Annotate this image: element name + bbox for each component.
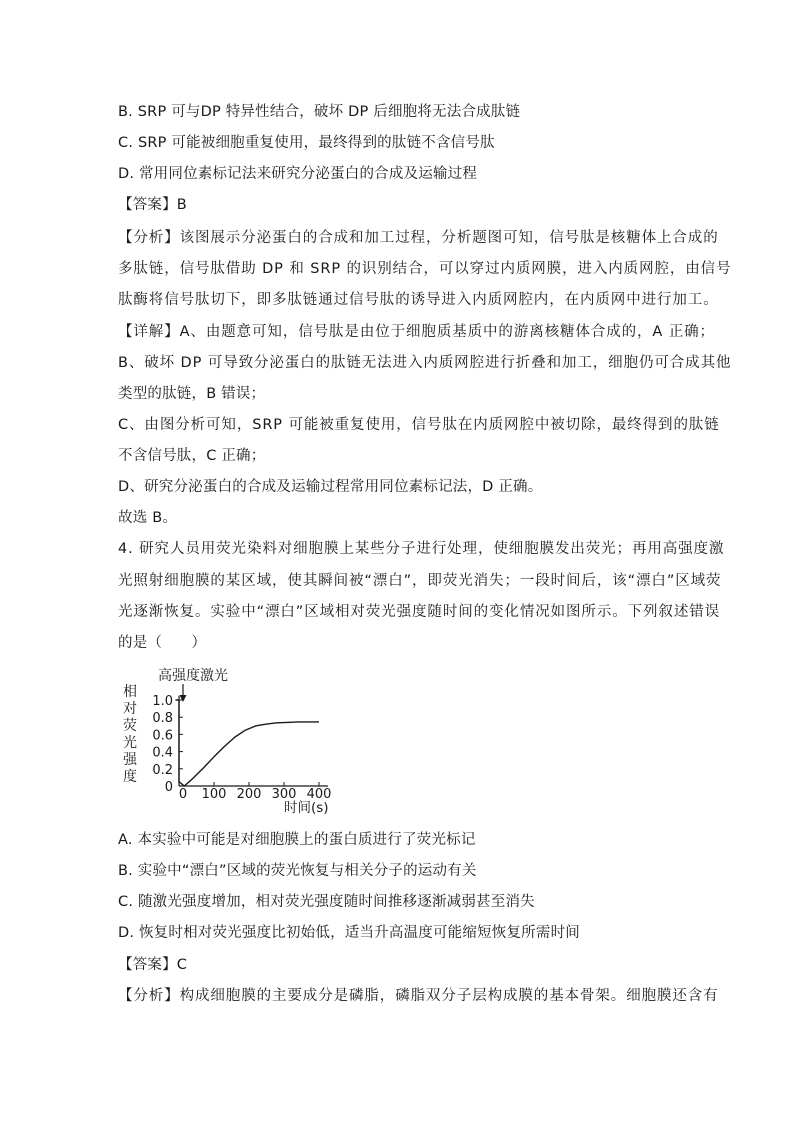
detail-line-4: C、由图分析可知，SRP 可能被重复使用，信号肽在内质网腔中被切除，最终得到的肽链 [118, 417, 720, 433]
question-4-line-3: 光逐渐恢复。实验中“漂白”区域相对荧光强度随时间的变化情况如图所示。下列叙述错误 [118, 604, 721, 620]
option-a: A. 本实验中可能是对细胞膜上的蛋白质进行了荧光标记 [118, 832, 476, 848]
chart-ylabel [123, 683, 138, 785]
y-tick-label: 0.8 [152, 711, 173, 727]
x-tick-label: 0 [178, 787, 188, 802]
analysis-line-4: 【分析】构成细胞膜的主要成分是磷脂，磷脂双分子层构成膜的基本骨架。细胞膜还含有 [118, 988, 719, 1004]
question-4-line-2: 光照射细胞膜的某区域，使其瞬间被“漂白”，即荧光消失；一段时间后，该“漂白”区域荧 [118, 573, 722, 589]
ylabel-char: 相 [123, 684, 137, 700]
y-tick-label: 0.6 [152, 728, 173, 744]
answer-line: 【答案】B [118, 197, 187, 213]
analysis-line-2: 多肽链，信号肽借助 DP 和 SRP 的识别结合，可以穿过内质网膜，进入内质网腔，由信号 [118, 261, 732, 277]
question-4-line-4: 的是（ ） [118, 635, 207, 651]
conclusion-line: 故选 B。 [118, 510, 178, 526]
y-tick-label: 1.0 [152, 694, 173, 709]
ylabel-char: 度 [123, 769, 137, 785]
analysis-line-3: 肽酶将信号肽切下，即多肽链通过信号肽的诱导进入内质网腔内，在内质网中进行加工。 [118, 292, 719, 308]
chart-xlabel: 时间(s) [284, 800, 329, 816]
chart-series [176, 700, 320, 786]
series-line [176, 700, 320, 786]
x-tick-label: 100 [201, 787, 227, 802]
detail-line-6: D、研究分泌蛋白的合成及运输过程常用同位素标记法，D 正确。 [118, 479, 543, 495]
y-tick-label: 0 [164, 780, 173, 795]
analysis-line-1: 【分析】该图展示分泌蛋白的合成和加工过程，分析题图可知，信号肽是核糖体上合成的 [118, 230, 719, 246]
option-c: C. 随激光强度增加，相对荧光强度随时间推移逐渐减弱甚至消失 [118, 894, 535, 910]
line-option-d: D. 常用同位素标记法来研究分泌蛋白的合成及运输过程 [118, 166, 478, 182]
detail-line-5: 不含信号肽，C 正确； [118, 448, 266, 464]
chart-x-axis [179, 782, 332, 802]
x-tick-label: 200 [236, 787, 262, 802]
x-tick-label: 400 [306, 787, 332, 802]
ylabel-char: 荧 [123, 718, 137, 734]
ylabel-char: 光 [123, 735, 137, 751]
line-option-c: C. SRP 可能被细胞重复使用，最终得到的肽链不含信号肽 [118, 135, 495, 151]
y-tick-label: 0.4 [152, 745, 173, 761]
fluorescence-chart [118, 664, 358, 824]
question-4-line-1: 4. 研究人员用荧光染料对细胞膜上某些分子进行处理，使细胞膜发出荧光；再用高强度激 [118, 541, 725, 557]
detail-line-3: 类型的肽链，B 错误； [118, 386, 266, 402]
answer-line-2: 【答案】C [118, 957, 188, 973]
x-tick-label: 300 [271, 787, 297, 802]
ylabel-char: 强 [123, 752, 137, 768]
ylabel-char: 对 [123, 701, 137, 717]
line-option-b: B. SRP 可与DP 特异性结合，破坏 DP 后细胞将无法合成肽链 [118, 104, 521, 120]
y-tick-label: 0.2 [152, 762, 173, 778]
option-b: B. 实验中“漂白”区域的荧光恢复与相关分子的运动有关 [118, 863, 477, 879]
detail-line-1: 【详解】A、由题意可知，信号肽是由位于细胞质基质中的游离核糖体合成的，A 正确； [118, 324, 715, 340]
option-d: D. 恢复时相对荧光强度比初始低，适当升高温度可能缩短恢复所需时间 [118, 925, 580, 941]
laser-arrow-head [180, 695, 187, 702]
chart-annotation: 高强度激光 [158, 668, 228, 684]
detail-line-2: B、破坏 DP 可导致分泌蛋白的肽链无法进入内质网腔进行折叠和加工，细胞仍可合成其他 [118, 355, 732, 371]
